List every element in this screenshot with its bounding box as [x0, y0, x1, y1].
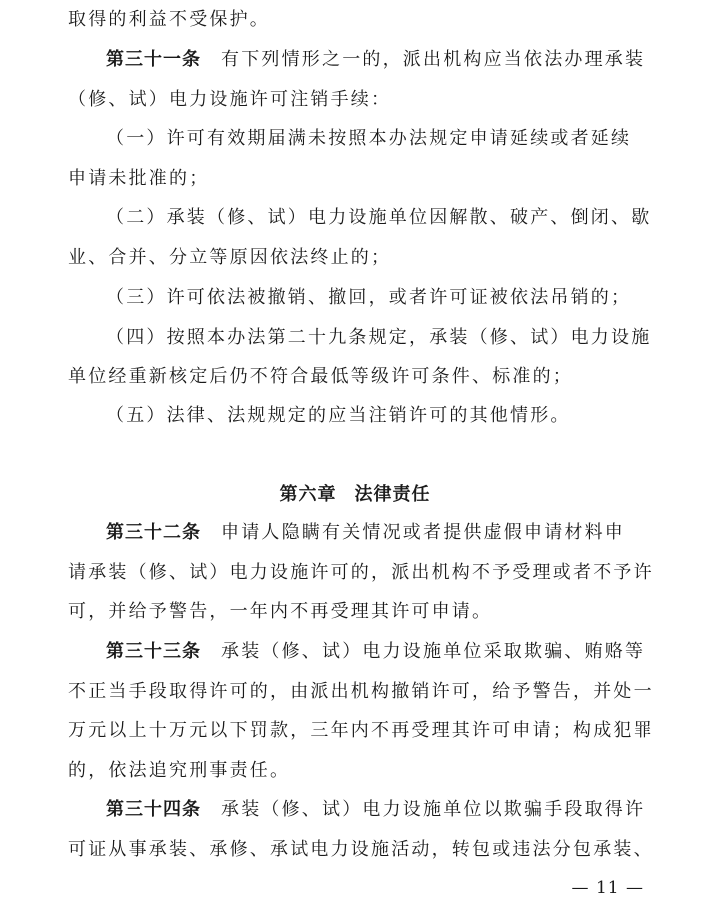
article-31-line-1 [106, 48, 644, 72]
article-34-heading: 第三十四条 [106, 799, 201, 820]
item-4-line-1: （四）按照本办法第二十九条规定，承装（修、试）电力设施 [106, 327, 652, 348]
item-5-line-1: （五）法律、法规规定的应当注销许可的其他情形。 [106, 405, 571, 426]
article-33-line-3: 万元以上十万元以下罚款，三年内不再受理其许可申请；构成犯罪 [68, 720, 654, 741]
article-34-text: 承装（修、试）电力设施单位以欺骗手段取得许 [221, 799, 646, 820]
article-31-text: 有下列情形之一的，派出机构应当依法办理承装 [221, 49, 646, 70]
article-34-line-2: 可证从事承装、承修、承试电力设施活动，转包或违法分包承装、 [68, 839, 654, 860]
item-4-line-2: 单位经重新核定后仍不符合最低等级许可条件、标准的； [68, 366, 573, 387]
item-2-line-2: 业、合并、分立等原因依法终止的； [68, 247, 392, 268]
page-number: — 11 — [571, 878, 644, 898]
article-33-line-4: 的，依法追究刑事责任。 [68, 760, 291, 781]
item-1-line-1: （一）许可有效期届满未按照本办法规定申请延续或者延续 [106, 128, 632, 149]
item-1-line-2: 申请未批准的； [68, 168, 210, 189]
article-33-line-2: 不正当手段取得许可的，由派出机构撤销许可，给予警告，并处一 [68, 681, 654, 702]
item-3-line-1: （三）许可依法被撤销、撤回，或者许可证被依法吊销的； [106, 287, 632, 308]
article-33-text: 承装（修、试）电力设施单位采取欺骗、贿赂等 [221, 641, 646, 662]
item-2-line-1: （二）承装（修、试）电力设施单位因解散、破产、倒闭、歇 [106, 207, 652, 228]
text-line-continuation: 取得的利益不受保护。 [68, 9, 270, 30]
article-31-line-2: （修、试）电力设施许可注销手续： [68, 89, 392, 110]
article-34-line-1 [106, 798, 644, 822]
article-32-line-3: 可，并给予警告，一年内不再受理其许可申请。 [68, 601, 493, 622]
chapter-number: 第六章 [279, 484, 337, 505]
article-32-line-1 [106, 521, 644, 545]
chapter-heading [0, 483, 710, 507]
article-31-heading: 第三十一条 [106, 49, 201, 70]
article-32-heading: 第三十二条 [106, 522, 201, 543]
chapter-title: 法律责任 [354, 484, 431, 505]
article-32-text: 申请人隐瞒有关情况或者提供虚假申请材料申 [221, 522, 625, 543]
article-32-line-2: 请承装（修、试）电力设施许可的，派出机构不予受理或者不予许 [68, 562, 654, 583]
article-33-line-1 [106, 640, 644, 664]
article-33-heading: 第三十三条 [106, 641, 201, 662]
